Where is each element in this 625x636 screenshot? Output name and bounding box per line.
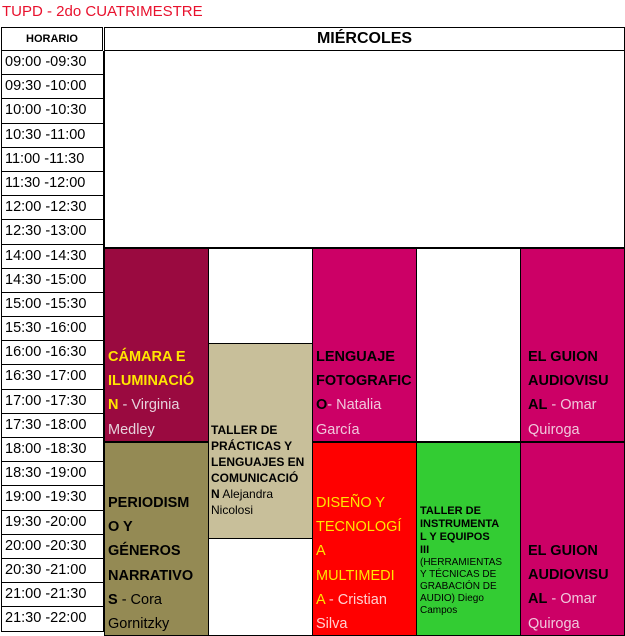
- time-slot: 14:00 -14:30: [1, 245, 104, 269]
- class-taller-instrumental: [416, 442, 521, 636]
- class-camara-teacher: - Virginia Medley: [108, 397, 180, 438]
- time-slot: 10:00 -10:30: [1, 99, 104, 123]
- schedule-title: TUPD - 2do CUATRIMESTRE: [2, 3, 203, 20]
- time-slot: 10:30 -11:00: [1, 124, 104, 148]
- time-slot: 14:30 -15:00: [1, 269, 104, 293]
- time-slot: 16:00 -16:30: [1, 341, 104, 365]
- time-slot: 17:00 -17:30: [1, 390, 104, 414]
- class-camara: [104, 248, 209, 442]
- empty-slot-col4-top: [416, 248, 521, 442]
- time-slot: 09:00 -09:30: [1, 51, 104, 75]
- class-periodismo: [104, 442, 209, 636]
- time-slot: 15:30 -16:00: [1, 317, 104, 341]
- class-guion-1: [520, 248, 625, 442]
- time-column: [1, 51, 104, 632]
- class-lenguaje-subject: LENGUAJE FOTOGRAFIC O: [316, 349, 412, 414]
- class-taller-practicas: [208, 343, 313, 539]
- class-guion-2: [520, 442, 625, 636]
- time-slot: 18:30 -19:00: [1, 462, 104, 486]
- class-taller-practicas-teacher: Alejandra Nicolosi: [211, 487, 274, 517]
- class-periodismo-teacher: - Cora Gornitzky: [108, 591, 170, 633]
- class-camara-subject: CÁMARA E ILUMINACIÓ N: [108, 349, 195, 414]
- morning-empty-block: [104, 51, 625, 248]
- class-diseno: [312, 442, 417, 636]
- time-slot: 12:00 -12:30: [1, 196, 104, 220]
- time-slot: 18:00 -18:30: [1, 438, 104, 462]
- class-guion-2-teacher: - Omar Quiroga: [528, 591, 597, 632]
- class-lenguaje-teacher: - Natalia García: [316, 397, 382, 438]
- time-slot: 16:30 -17:00: [1, 365, 104, 389]
- empty-slot-col2-top: [208, 248, 313, 344]
- class-lenguaje: [312, 248, 417, 442]
- class-diseno-teacher: - Cristian Silva: [316, 591, 387, 633]
- time-slot: 20:00 -20:30: [1, 535, 104, 559]
- time-slot: 15:00 -15:30: [1, 293, 104, 317]
- time-slot: 19:00 -19:30: [1, 486, 104, 510]
- horario-header: HORARIO: [1, 27, 103, 51]
- day-header: MIÉRCOLES: [104, 27, 625, 51]
- class-taller-practicas-subject: TALLER DE PRÁCTICAS Y LENGUAJES EN COMUNICACIÓ N: [211, 423, 305, 501]
- time-slot: 09:30 -10:00: [1, 75, 104, 99]
- class-periodismo-subject: PERIODISM O Y GÉNEROS NARRATIVO S: [108, 495, 194, 608]
- time-slot: 19:30 -20:00: [1, 511, 104, 535]
- time-slot: 20:30 -21:00: [1, 559, 104, 583]
- class-guion-1-subject: EL GUION AUDIOVISU AL: [528, 349, 609, 414]
- time-slot: 12:30 -13:00: [1, 220, 104, 244]
- empty-slot-col2-bottom: [208, 538, 313, 636]
- class-guion-1-teacher: - Omar Quiroga: [528, 397, 597, 438]
- time-slot: 21:00 -21:30: [1, 583, 104, 607]
- time-slot: 11:30 -12:00: [1, 172, 104, 196]
- class-guion-2-subject: EL GUION AUDIOVISU AL: [528, 543, 609, 608]
- class-taller-instrumental-teacher: (HERRAMIENTAS Y TÉCNICAS DE GRABACIÓN DE AUDIO) Diego Campos: [420, 557, 503, 616]
- time-slot: 17:30 -18:00: [1, 414, 104, 438]
- class-taller-instrumental-subject: TALLER DE INSTRUMENTA L Y EQUIPOS III: [420, 505, 500, 556]
- time-slot: 21:30 -22:00: [1, 607, 104, 631]
- time-slot: 11:00 -11:30: [1, 148, 104, 172]
- class-diseno-subject: DISEÑO Y TECNOLOGÍ A MULTIMEDI A: [316, 495, 402, 608]
